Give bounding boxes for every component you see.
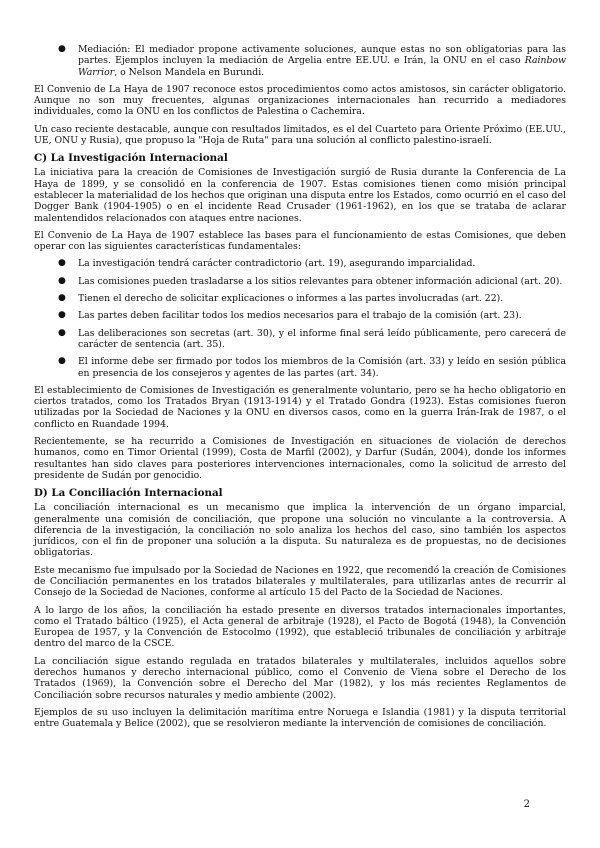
page-number: 2: [523, 799, 530, 810]
list-item: [34, 310, 566, 321]
bullet-icon: ●: [58, 258, 66, 269]
paragraph: A lo largo de los años, la conciliación ha estado presente en diversos tratados internacionales importantes, como el Tratado báltico (1925), el Acta general de arbitraje (1928), el Pacto de Bogotá (1948), la Convención Europea de 1957, y la Convención de Estocolmo (1992), que estableció tribunales de conciliación y arbitraje dentro del marco de la CSCE.: [34, 604, 566, 650]
paragraph: Ejemplos de su uso incluyen la delimitación marítima entre Noruega e Islandia (1981) y la disputa territorial entre Guatemala y Belice (2002), que se resolvieron mediante la intervención de comisiones de conciliación.: [34, 706, 566, 730]
bullet-text-post: , o Nelson Mandela en Burundi.: [114, 66, 265, 78]
list-item: [34, 293, 566, 304]
paragraph-haya-1907: El Convenio de La Haya de 1907 reconoce estos procedimientos como actos amistosos, sin carácter obligatorio. Aunque no son muy frecuentes, algunas organizaciones internacionales han recurrido a mediadores individuales, como la ONU en los conflictos de Palestina o Cachemira.: [34, 83, 566, 118]
list-item: [34, 276, 566, 287]
paragraph-cuarteto: Un caso reciente destacable, aunque con resultados limitados, es el del Cuarteto para Oriente Próximo (EE.UU., UE, ONU y Rusia), que propuso la "Hoja de Ruta" para una solución al conflicto palestino-israelí.: [34, 123, 566, 147]
section-heading-investigacion: C) La Investigación Internacional: [34, 152, 228, 165]
paragraph: Recientemente, se ha recurrido a Comisiones de Investigación en situaciones de violación de derechos humanos, como en Timor Oriental (1999), Costa de Marfil (2002), y Darfur (Sudán, 2004), donde los informes resultantes han sido claves para posteriores intervenciones internacionales, como la solicitud de arresto del presidente de Sudán por genocidio.: [34, 436, 566, 481]
bullet-icon: ●: [58, 310, 66, 321]
list-item-text: Tienen el derecho de solicitar explicaciones o informes a las partes involucradas (art. 22).: [78, 293, 504, 305]
bullet-icon: ●: [58, 44, 66, 54]
commission-characteristics-list: [34, 258, 566, 378]
list-item-text: Las partes deben facilitar todos los medios necesarios para el trabajo de la comisión (art. 23).: [78, 310, 522, 322]
paragraph: La iniciativa para la creación de Comisiones de Investigación surgió de Rusia durante la Conferencia de La Haya de 1899, y se consolidó en la conferencia de 1907. Estas comisiones tienen como misión principal establecer la materialidad de los hechos que originan una disputa entre los Estados, como ocurrió en el caso del Dogger Bank (1904-1905) o en el incidente Read Crusader (1961-1962), en los que se trataba de aclarar malentendidos relacionados con ataques entre naciones.: [34, 167, 566, 224]
bullet-text-pre: Mediación: El mediador propone activamente soluciones, aunque estas no son obligatorias para las partes. Ejemplos incluyen la mediación de Argelia entre EE.UU. e Irán, la ONU en el caso: [78, 44, 566, 67]
mediation-bullet-list: [34, 44, 566, 78]
bullet-text-emphasis: Rainbow Warrior: [78, 55, 566, 78]
paragraph: El establecimiento de Comisiones de Investigación es generalmente voluntario, pero se ha hecho obligatorio en ciertos tratados, como los Tratados Bryan (1913-1914) y el Tratado Gondra (1923). Estas comisiones fueron utilizadas por la Sociedad de Naciones y la ONU en diversos casos, como en la guerra Irán-Irak de 1987, o el conflicto en Ruandade 1994.: [34, 384, 566, 430]
paragraph: Este mecanismo fue impulsado por la Sociedad de Naciones en 1922, que recomendó la creación de Comisiones de Conciliación permanentes en los tratados bilaterales y multilaterales, para utilizarlas antes de recurrir al Consejo de la Sociedad de Naciones, conforme al artículo 15 del Pacto de la Sociedad de Naciones.: [34, 564, 566, 599]
bullet-icon: ●: [58, 356, 66, 367]
paragraph: La conciliación sigue estando regulada en tratados bilaterales y multilaterales, incluidos aquellos sobre derechos humanos y derecho internacional público, como el Convenio de Viena sobre el Derecho de los Tratados (1969), la Convención sobre el Derecho del Mar (1982), y los más recientes Reglamentos de Conciliación sobre recursos naturales y medio ambiente (2002).: [34, 655, 566, 701]
paragraph: La conciliación internacional es un mecanismo que implica la intervención de un órgano imparcial, generalmente una comisión de conciliación, que propone una solución no vinculante a la controversia. A diferencia de la investigación, la conciliación no solo analiza los hechos del caso, sino también los aspectos jurídicos, con el fin de proponer una solución a la disputa. Su naturaleza es de propuestas, no de decisiones obligatorias.: [34, 502, 566, 559]
bullet-icon: ●: [58, 275, 66, 286]
bullet-icon: ●: [58, 293, 66, 304]
list-item: [34, 258, 566, 269]
list-item: [34, 328, 566, 351]
list-item-text: Las comisiones pueden trasladarse a los sitios relevantes para obtener información adicional (art. 20).: [78, 275, 563, 287]
list-item: [34, 356, 566, 379]
section-heading-conciliacion: D) La Conciliación Internacional: [34, 487, 223, 500]
list-item-text: Las deliberaciones son secretas (art. 30), y el informe final será leído públicamente, pero carecerá de carácter de sentencia (art. 35).: [78, 327, 566, 350]
bullet-icon: ●: [58, 327, 66, 338]
paragraph: El Convenio de La Haya de 1907 establece las bases para el funcionamiento de estas Comisiones, que deben operar con las siguientes características fundamentales:: [34, 229, 566, 253]
list-item: [34, 44, 566, 78]
list-item-text: La investigación tendrá carácter contradictorio (art. 19), asegurando imparcialidad.: [78, 258, 476, 270]
list-item-text: El informe debe ser firmado por todos los miembros de la Comisión (art. 33) y leído en sesión pública en presencia de los consejeros y agentes de las partes (art. 34).: [78, 356, 566, 379]
